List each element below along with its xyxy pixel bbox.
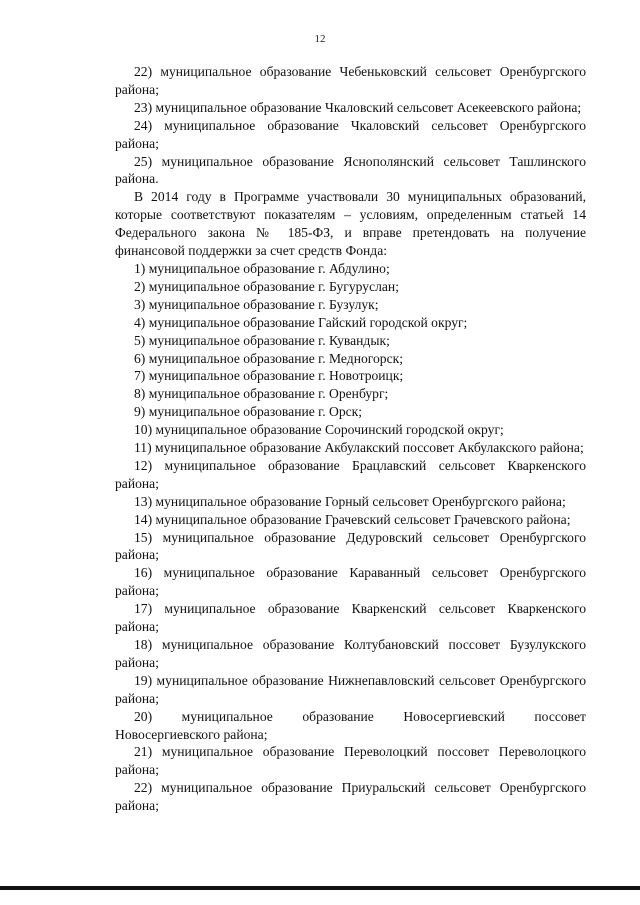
list-item: 13) муниципальное образование Горный сельсовет Оренбургского района; — [134, 493, 566, 509]
body-paragraph: В 2014 году в Программе участвовали 30 муниципальных образований, которые соответствуют показателям – условиям, определенным статьей 14 Федерального закона № 185-ФЗ, и вправе претендовать на получение финансовой поддержки за счет средств Фонда: — [115, 189, 586, 259]
list-item: 23) муниципальное образование Чкаловский сельсовет Асекеевского района; — [134, 99, 582, 115]
list-item: 3) муниципальное образование г. Бузулук; — [134, 296, 379, 312]
list-item: 15) муниципальное образование Дедуровский сельсовет Оренбургского района; — [115, 529, 586, 563]
list-item: 20) муниципальное образование Новосергиевский поссовет Новосергиевского района; — [115, 708, 586, 742]
list-item: 10) муниципальное образование Сорочинский городской округ; — [134, 422, 504, 438]
list-item: 22) муниципальное образование Приуральский сельсовет Оренбургского района; — [115, 780, 586, 814]
page-bottom-rule — [0, 886, 640, 890]
list-item: 19) муниципальное образование Нижнепавловский сельсовет Оренбургского района; — [115, 672, 586, 706]
list-item: 14) муниципальное образование Грачевский сельсовет Грачевского района; — [134, 511, 571, 527]
list-item: 4) муниципальное образование Гайский городской округ; — [134, 314, 468, 330]
list-item: 21) муниципальное образование Переволоцкий поссовет Переволоцкого района; — [115, 744, 586, 778]
list-item: 6) муниципальное образование г. Медногорск; — [134, 350, 404, 366]
list-item: 2) муниципальное образование г. Бугуруслан; — [134, 278, 399, 294]
list-item: 5) муниципальное образование г. Кувандык; — [134, 332, 390, 348]
list-item: 11) муниципальное образование Акбулакский поссовет Акбулакского района; — [134, 440, 584, 456]
list-item: 17) муниципальное образование Кваркенский сельсовет Кваркенского района; — [115, 601, 586, 635]
list-item: 22) муниципальное образование Чебеньковский сельсовет Оренбургского района; — [115, 64, 586, 97]
page-number: 12 — [314, 33, 326, 45]
list-item: 25) муниципальное образование Яснополянский сельсовет Ташлинского района. — [115, 153, 586, 187]
list-item: 18) муниципальное образование Колтубановский поссовет Бузулукского района; — [115, 637, 586, 670]
list-item: 16) муниципальное образование Караванный сельсовет Оренбургского района; — [115, 565, 586, 599]
list-item: 9) муниципальное образование г. Орск; — [134, 404, 363, 420]
list-item: 8) муниципальное образование г. Оренбург; — [134, 386, 389, 402]
list-item: 1) муниципальное образование г. Абдулино; — [134, 260, 390, 276]
list-item: 24) муниципальное образование Чкаловский сельсовет Оренбургского района; — [115, 117, 586, 151]
list-item: 12) муниципальное образование Брацлавский сельсовет Кваркенского района; — [115, 457, 586, 491]
document-body — [115, 63, 586, 815]
list-item: 7) муниципальное образование г. Новотроицк; — [134, 368, 404, 384]
